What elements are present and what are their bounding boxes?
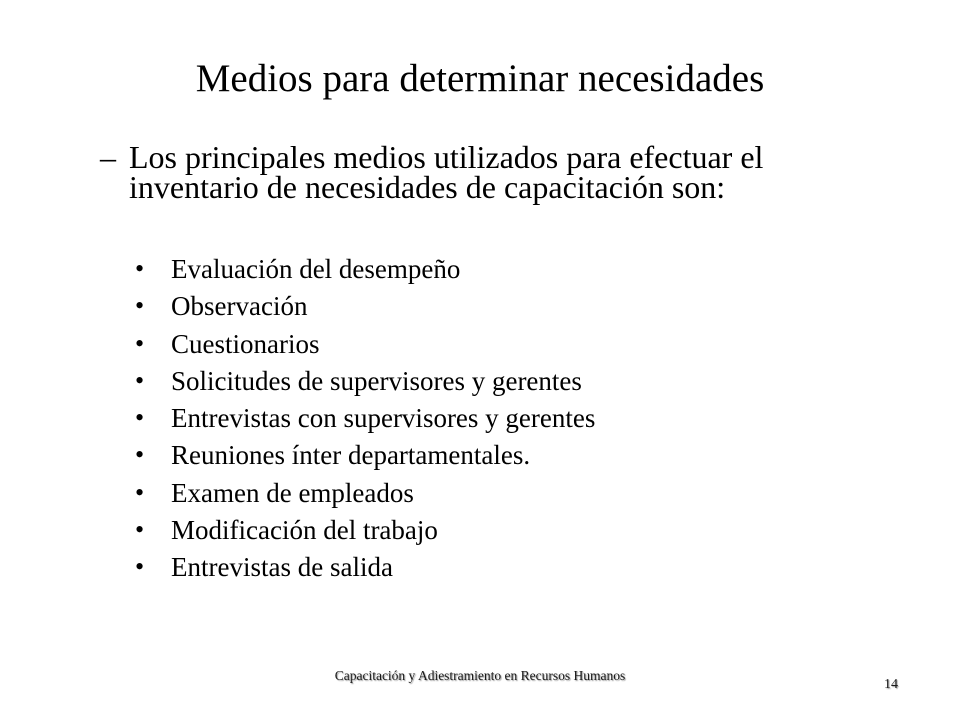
list-item (135, 476, 835, 513)
main-point-text: Los principales medios utilizados para efectuar el inventario de necesidades de capacitación son: (129, 139, 764, 205)
list-item (135, 327, 835, 364)
bullet-icon: • (135, 254, 145, 283)
page-number: 14 (884, 677, 898, 692)
dash-bullet: – (100, 139, 116, 175)
list-item-label: Evaluación del desempeño (171, 254, 461, 284)
list-item-label: Modificación del trabajo (171, 515, 438, 546)
list-item-label: Observación (171, 291, 308, 322)
bullet-icon: • (135, 552, 145, 582)
bullet-icon: • (135, 477, 145, 507)
list-item-label: Examen de empleados (171, 477, 414, 508)
means-list (135, 252, 835, 588)
list-item-label: Reuniones ínter departamentales. (171, 440, 531, 471)
slide-title: Medios para determinar necesidades (195, 57, 765, 100)
list-item (135, 550, 835, 587)
list-item-label: Entrevistas de salida (171, 552, 393, 583)
list-item (135, 364, 835, 401)
bullet-icon: • (135, 328, 145, 358)
list-item-label: Entrevistas con supervisores y gerentes (171, 403, 596, 434)
list-item (135, 401, 835, 438)
bullet-icon: • (135, 515, 145, 545)
list-item-label: Cuestionarios (171, 328, 320, 359)
list-item (135, 289, 835, 326)
list-item (135, 252, 835, 289)
list-item-label: Solicitudes de supervisores y gerentes (171, 365, 582, 396)
bullet-icon: • (135, 291, 145, 321)
bullet-icon: • (135, 403, 145, 433)
bullet-icon: • (135, 440, 145, 470)
bullet-icon: • (135, 365, 145, 395)
list-item (135, 513, 835, 550)
footer-text: Capacitación y Adiestramiento en Recursos Humanos (334, 668, 626, 683)
list-item (135, 438, 835, 475)
